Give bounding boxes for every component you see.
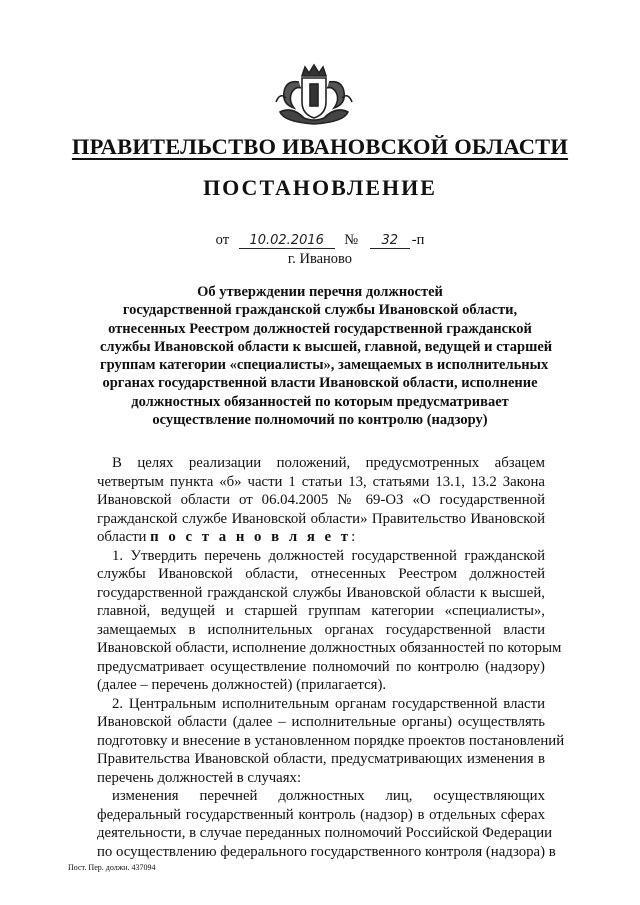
item2-sub-line: деятельности, в случае переданных полномочий Российской Федерации — [97, 825, 553, 841]
preamble-line: гражданской службе Ивановской области» Правительство Ивановской — [97, 510, 545, 527]
subject-line: Об утверждении перечня должностей — [197, 284, 443, 300]
item1-line: 1. Утвердить перечень должностей государственной гражданской — [112, 547, 545, 564]
subject-line: отнесенных Реестром должностей государственной гражданской — [108, 320, 532, 337]
subject-line: группам категории «специалисты», замещаемых в исполнительных — [100, 357, 549, 374]
item2-line: подготовку и внесение в установленном порядке проектов постановлений — [97, 732, 565, 749]
subject-line: государственной гражданской службы Ивановской области, — [122, 302, 518, 319]
date-prefix: от — [215, 232, 230, 248]
preamble-decision-line — [97, 528, 545, 547]
item1-line: замещаемых в исполнительных органах государственной власти — [97, 621, 545, 638]
item1-line: главной, ведущей и старшей группам категории «специалисты», — [97, 603, 545, 619]
preamble-line: четвертым пункта «б» части 1 статьи 13, статьями 13.1, 13.2 Закона — [97, 473, 545, 490]
item2-sub-line: изменения перечней должностных лиц, осуществляющих — [112, 788, 545, 804]
document-subject — [100, 283, 553, 429]
number-suffix: -п — [411, 232, 425, 248]
item2-line: перечень должностей в случаях: — [97, 769, 302, 786]
document-body — [97, 454, 565, 861]
item2-sub-line: по осуществлению федерального государственного контроля (надзора) в — [97, 843, 556, 860]
number-sign: № — [344, 232, 359, 248]
preamble-line: Ивановской области от 06.04.2005 № 69-ОЗ «О государственной — [97, 492, 545, 508]
handwritten-date: 10.02.2016 — [239, 233, 335, 249]
item1-line: государственной гражданской службы Ивановской области к высшей, — [97, 584, 545, 601]
item1-line: (далее – перечень должностей) (прилагается). — [97, 677, 387, 693]
date-number-line — [0, 232, 640, 249]
item2-line: 2. Центральным исполнительным органам государственной власти — [112, 695, 545, 712]
item2-line: Правительства Ивановской области, предусматривающих изменения в — [97, 751, 545, 767]
decision-colon: : — [351, 529, 356, 545]
item2-sub-line: федеральный государственный контроль (надзор) в отдельных сферах — [97, 806, 545, 823]
subject-line: службы Ивановской области к высшей, главной, ведущей и старшей — [100, 338, 553, 355]
government-title: ПРАВИТЕЛЬСТВО ИВАНОВСКОЙ ОБЛАСТИ — [71, 134, 569, 159]
subject-line: органах государственной власти Ивановской области, исполнение — [102, 375, 538, 392]
item1-line: Ивановской области, исполнение должностных обязанностей по которым — [97, 640, 562, 656]
subject-line: должностных обязанностей по которым предусматривает — [131, 393, 509, 410]
handwritten-number: 32 — [370, 233, 410, 249]
preamble-line: В целях реализации положений, предусмотренных абзацем — [112, 455, 545, 471]
subject-line: осуществление полномочий по контролю (надзору) — [152, 412, 488, 429]
preamble-last-prefix: области — [97, 529, 147, 545]
coat-of-arms-icon — [272, 62, 356, 128]
decision-word: п о с т а н о в л я е т — [150, 529, 352, 545]
document-type: ПОСТАНОВЛЕНИЕ — [203, 175, 437, 200]
item1-line: предусматривает осуществление полномочий по контролю (надзору) — [97, 658, 545, 675]
footer-note: Пост. Пер. должн. 437094 — [68, 863, 156, 872]
item2-line: Ивановской области (далее – исполнительные органы) осуществлять — [97, 714, 545, 730]
item1-line: службы Ивановской области, отнесенных Реестром должностей — [97, 566, 545, 582]
city: г. Иваново — [287, 251, 353, 267]
